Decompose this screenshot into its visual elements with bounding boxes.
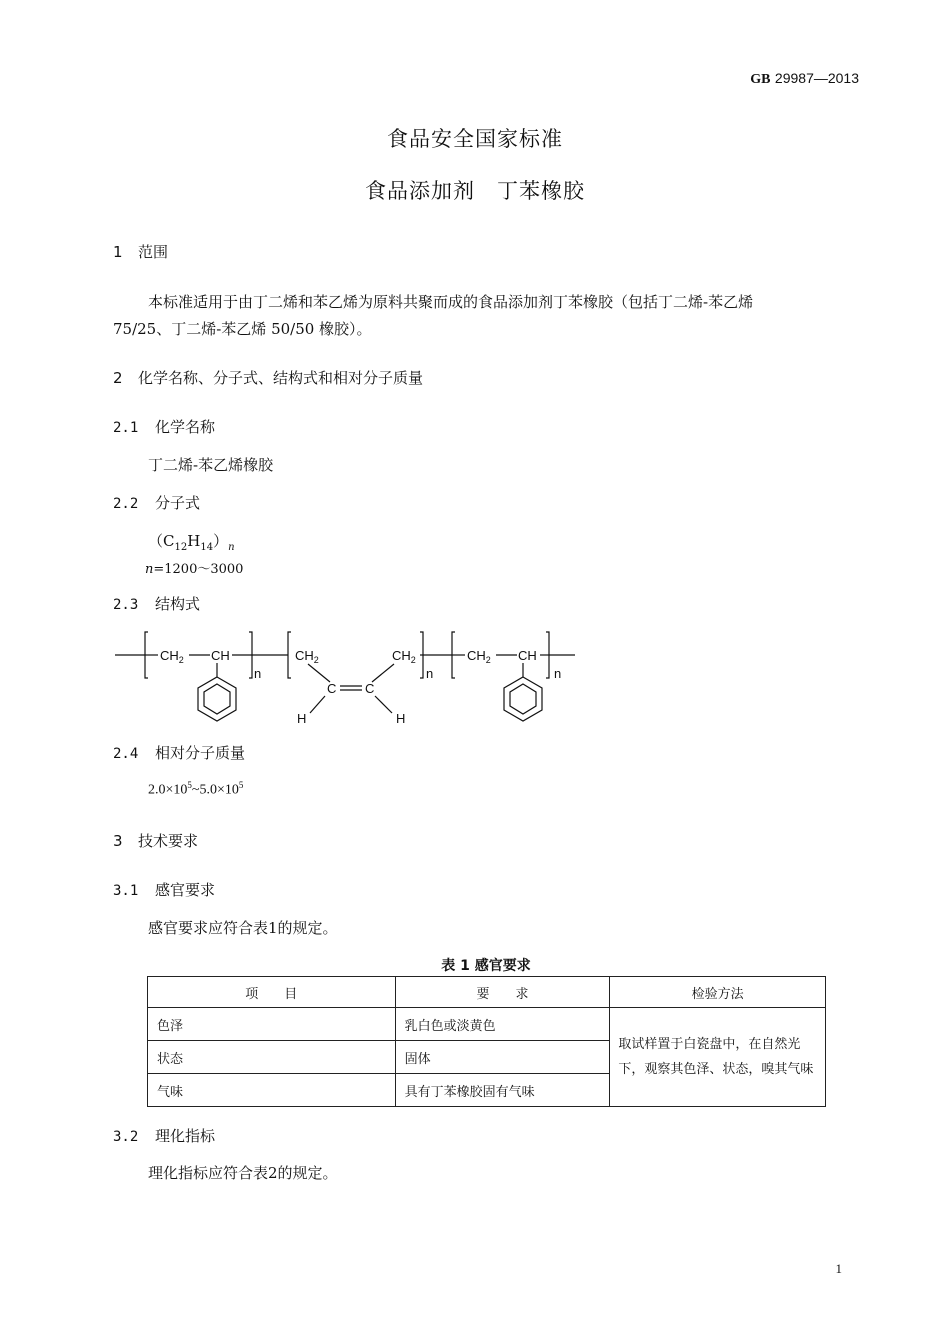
main-title: 食品安全国家标准 [387, 127, 563, 151]
standard-number: 29987—2013 [774, 70, 859, 86]
section-3-heading [113, 830, 198, 851]
table-header-row [148, 977, 826, 1008]
row-item: 气味 [148, 1074, 396, 1107]
row-requirement: 固体 [395, 1041, 610, 1074]
section-number: 2.4 [113, 746, 139, 762]
structural-formula [0, 620, 950, 730]
header-test-method: 检验方法 [610, 977, 826, 1008]
hydrogen-label: H [396, 711, 406, 726]
ch-label: CH [518, 648, 537, 663]
standard-code [750, 70, 859, 88]
section-2-4-heading [113, 742, 245, 763]
section-number: 3 [113, 832, 123, 850]
section-number: 1 [113, 243, 123, 261]
section-title: 分子式 [155, 494, 201, 512]
ch2-label: $CH_2$ [392, 648, 416, 665]
section-number: 2.3 [113, 597, 139, 613]
ch2-label: $CH_2$ [160, 648, 184, 665]
molecular-formula: $(C_{12}H_{14})_n$ [148, 532, 235, 553]
ch2-label: $CH_2$ [295, 648, 319, 665]
section-2-3-heading [113, 593, 200, 614]
table-row [148, 1008, 826, 1041]
row-item: 状态 [148, 1041, 396, 1074]
repeat-n-label: n [426, 666, 434, 681]
section-number: 3.2 [113, 1129, 139, 1145]
section-2-2-heading [113, 492, 200, 513]
row-item: 色泽 [148, 1008, 396, 1041]
table-1-caption: 表 1 感官要求 [441, 958, 531, 974]
section-title: 化学名称 [155, 418, 216, 436]
physicochemical-text: 理化指标应符合表2的规定。 [148, 1164, 338, 1182]
chemical-name: 丁二烯-苯乙烯橡胶 [148, 456, 274, 474]
section-number: 2 [113, 369, 123, 387]
hydrogen-label: H [297, 711, 307, 726]
page-number: 1 [835, 1261, 842, 1276]
section-title: 感官要求 [155, 881, 216, 899]
section-3-2-heading [113, 1125, 215, 1146]
section-3-1-heading [113, 879, 215, 900]
section-number: 3.1 [113, 883, 139, 899]
repeat-n-label: n [554, 666, 562, 681]
molecular-mass-value: $2.0\times 10^5\sim 5.0\times 10^5$ [148, 780, 244, 798]
sub-title: 食品添加剂 丁苯橡胶 [365, 179, 585, 203]
sensory-requirements-table [147, 976, 826, 1107]
scope-line-2: 75/25、丁二烯-苯乙烯 50/50 橡胶）。 [113, 320, 372, 338]
ch-label: CH [211, 648, 230, 663]
section-2-heading [113, 367, 423, 388]
standard-prefix: GB [750, 72, 771, 87]
section-number: 2.1 [113, 420, 139, 436]
section-title: 理化指标 [155, 1127, 216, 1145]
test-method-cell: 取试样置于白瓷盘中，在自然光下，观察其色泽、状态，嗅其气味 [610, 1008, 826, 1107]
repeat-n-label: n [254, 666, 262, 681]
header-item: 项 目 [148, 977, 396, 1008]
header-requirement: 要 求 [395, 977, 610, 1008]
section-number: 2.2 [113, 496, 139, 512]
carbon-label: C [327, 681, 337, 696]
row-requirement: 乳白色或淡黄色 [395, 1008, 610, 1041]
ch2-label: $CH_2$ [467, 648, 491, 665]
scope-line-1: 本标准适用于由丁二烯和苯乙烯为原料共聚而成的食品添加剂丁苯橡胶（包括丁二烯-苯乙烯 [148, 293, 754, 311]
section-title: 结构式 [155, 595, 201, 613]
section-1-heading [113, 241, 168, 262]
row-requirement: 具有丁苯橡胶固有气味 [395, 1074, 610, 1107]
carbon-label: C [365, 681, 375, 696]
polymerization-range: n=1200～3000 [145, 562, 244, 577]
sensory-requirement-text: 感官要求应符合表1的规定。 [148, 919, 338, 937]
section-2-1-heading [113, 416, 215, 437]
section-title: 技术要求 [138, 832, 199, 850]
section-title: 相对分子质量 [155, 744, 246, 762]
section-title: 范围 [138, 243, 169, 261]
section-title: 化学名称、分子式、结构式和相对分子质量 [138, 369, 424, 387]
